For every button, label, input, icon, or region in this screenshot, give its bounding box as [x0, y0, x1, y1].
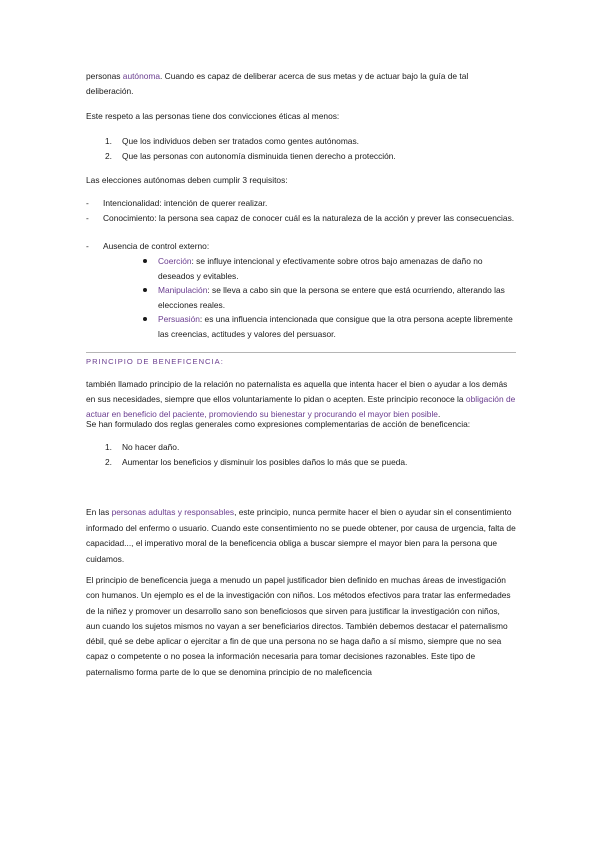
- list-text: : se influye intencional y efectivamente sobre otros bajo amenazas de daño no deseados y evitables.: [158, 256, 483, 281]
- list-item-coercion: [143, 254, 518, 284]
- list-dash: -: [86, 198, 89, 208]
- list-item-conviccion-1: [105, 134, 359, 149]
- list-item-requisito-1: [86, 196, 516, 211]
- list-item-conviccion-2: [105, 149, 396, 164]
- list-text: Que los individuos deben ser tratados como gentes autónomas.: [122, 136, 359, 146]
- text-run: .: [437, 409, 441, 419]
- text-run: En las: [86, 507, 112, 517]
- list-number: 1.: [105, 442, 112, 452]
- highlight-term: autónoma: [122, 71, 161, 81]
- highlight-term: personas adultas y responsables: [111, 507, 235, 517]
- bullet-icon: [143, 317, 147, 321]
- list-text: Ausencia de control externo:: [103, 241, 210, 251]
- bullet-icon: [143, 259, 147, 263]
- list-item-regla-1: [105, 440, 179, 455]
- paragraph-beneficencia: [86, 377, 516, 422]
- list-item-requisito-3: [86, 239, 516, 254]
- list-text: : se lleva a cabo sin que la persona se entere que está ocurriendo, alterando las elecciones reales.: [158, 285, 505, 310]
- paragraph-adultos: [86, 505, 516, 567]
- text-run: . Cuando es capaz de deliberar acerca de sus metas y de actuar bajo la guía de tal deliberación.: [86, 71, 469, 96]
- list-dash: -: [86, 213, 89, 223]
- bullet-icon: [143, 288, 147, 292]
- list-number: 2.: [105, 457, 112, 467]
- highlight-term: obligación de actuar en beneficio del paciente, promoviendo su bienestar y procurando el mayor bien posible: [86, 394, 516, 419]
- list-text: : es una influencia intencionada que consigue que la otra persona acepte libremente las creencias, actitudes y valores del persuasor.: [158, 314, 513, 339]
- list-item-regla-2: [105, 455, 407, 470]
- section-heading: PRINCIPIO DE BENEFICENCIA:: [86, 357, 224, 366]
- list-number: 2.: [105, 151, 112, 161]
- list-text: No hacer daño.: [122, 442, 180, 452]
- list-text: Conocimiento: la persona sea capaz de conocer cuál es la naturaleza de la acción y prever las consecuencias.: [103, 213, 515, 223]
- paragraph-requisitos-intro: Las elecciones autónomas deben cumplir 3 requisitos:: [86, 175, 288, 185]
- highlight-term: Coerción: [158, 256, 192, 266]
- paragraph-investigacion: El principio de beneficencia juega a menudo un papel justificador bien definido en muchas áreas de investigación con humanos. Un ejemplo es el de la investigación con niños. Los métodos efectivos para tratar las enfermedades de la niñez y promover un desarrollo sano son beneficiosos que sirven para justificar la investigación con niños, aun cuando los sujetos mismos no vayan a ser beneficiarios directos. También debemos destacar el paternalismo débil, qué se debe aplicar o ejercitar a fin de que una persona no se haga daño a sí mismo, siempre que no sea capaz o competente o no posea la información necesaria para tomar decisiones razonables. Este tipo de paternalismo forma parte de lo que se denomina principio de no maleficencia: [86, 575, 511, 677]
- highlight-term: Manipulación: [158, 285, 208, 295]
- list-item-requisito-2: [86, 211, 516, 226]
- list-item-manipulacion: [143, 283, 518, 313]
- text-run: también llamado principio de la relación no paternalista es aquella que intenta hacer el bien o ayudar a los demás en sus necesidades, siempre que ellos voluntariamente lo pidan o acepten. Este principio reconoce la: [86, 379, 508, 404]
- list-text: Que las personas con autonomía disminuida tienen derecho a protección.: [122, 151, 396, 161]
- section-divider: [86, 352, 516, 353]
- paragraph-autonomia: [86, 69, 516, 99]
- list-text: Intencionalidad: intención de querer realizar.: [103, 198, 268, 208]
- highlight-term: Persuasión: [158, 314, 200, 324]
- list-item-persuasion: [143, 312, 518, 342]
- text-run: , este principio, nunca permite hacer el bien o ayudar sin el consentimiento informado del enfermo o usuario. Cuando este consentimiento no se puede obtener, por causa de urgencia, falta de capacidad..., el imperativo moral de la beneficencia obliga a buscar siempre el mayor bien para la persona que cuidamos.: [86, 507, 516, 564]
- list-text: Aumentar los beneficios y disminuir los posibles daños lo más que se pueda.: [122, 457, 408, 467]
- list-dash: -: [86, 241, 89, 251]
- text-run: personas: [86, 71, 123, 81]
- list-number: 1.: [105, 136, 112, 146]
- paragraph-reglas-intro: Se han formulado dos reglas generales como expresiones complementarias de acción de beneficencia:: [86, 419, 471, 429]
- paragraph-convicciones-intro: Este respeto a las personas tiene dos convicciones éticas al menos:: [86, 111, 340, 121]
